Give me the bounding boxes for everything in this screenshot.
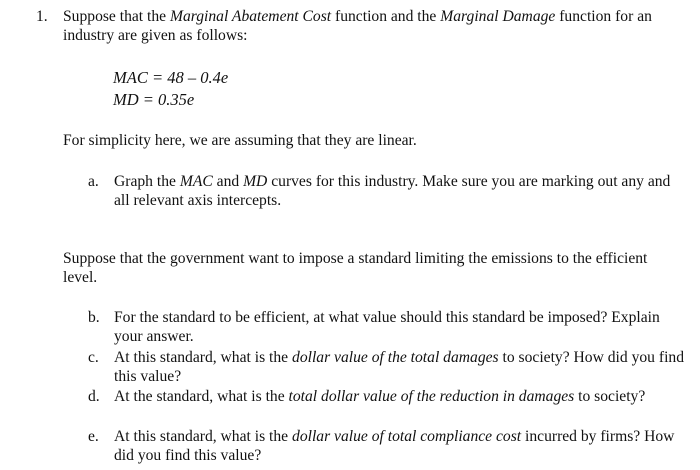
part-e-text-1: At this standard, what is the <box>114 428 293 445</box>
part-d-text-1: At the standard, what is the <box>114 388 289 405</box>
part-a-letter: a. <box>88 173 99 190</box>
part-a-text-2: and <box>212 173 244 190</box>
question-intro <box>63 7 683 45</box>
part-e-italic: dollar value of total compliance cost <box>292 428 522 445</box>
intro-text-2: function and the <box>331 8 441 25</box>
part-d-text <box>114 387 684 406</box>
part-c-text-2: to society? How did you find this value? <box>114 349 684 385</box>
part-c-text <box>114 348 684 386</box>
part-a-md: MD <box>243 173 268 190</box>
part-c-text-1: At this standard, what is the <box>114 349 293 366</box>
part-a-mac: MAC <box>179 173 213 190</box>
md-equation: MD = 0.35e <box>113 90 195 109</box>
part-d-letter: d. <box>88 388 100 405</box>
part-b-letter: b. <box>88 309 100 326</box>
question-number: 1. <box>36 8 48 25</box>
standard-intro: Suppose that the government want to impose a standard limiting the emissions to the efficient level. <box>63 250 648 286</box>
intro-text-1: Suppose that the <box>63 8 170 25</box>
part-e-text-2: incurred by firms? How did you find this value? <box>114 428 675 464</box>
part-e-text <box>114 427 684 465</box>
part-e-letter: e. <box>88 428 99 445</box>
part-c-italic: dollar value of the total damages <box>292 349 499 366</box>
part-c-letter: c. <box>88 349 99 366</box>
part-a-text-1: Graph the <box>114 173 180 190</box>
intro-mac-term: Marginal Abatement Cost <box>169 8 332 25</box>
mac-equation: MAC = 48 – 0.4e <box>113 68 229 87</box>
part-a-text-3: curves for this industry. Make sure you are marking out any and all relevant axis intercepts. <box>114 173 671 209</box>
part-b-text: For the standard to be efficient, at what value should this standard be imposed? Explain your answer. <box>114 309 660 345</box>
part-d-text-2: to society? <box>574 388 646 405</box>
simplicity-note: For simplicity here, we are assuming that they are linear. <box>63 132 417 149</box>
intro-text-3: function for an industry are given as follows: <box>63 8 652 44</box>
part-d-italic: total dollar value of the reduction in damages <box>288 388 575 405</box>
part-a-text <box>114 172 684 210</box>
intro-md-term: Marginal Damage <box>440 8 556 25</box>
